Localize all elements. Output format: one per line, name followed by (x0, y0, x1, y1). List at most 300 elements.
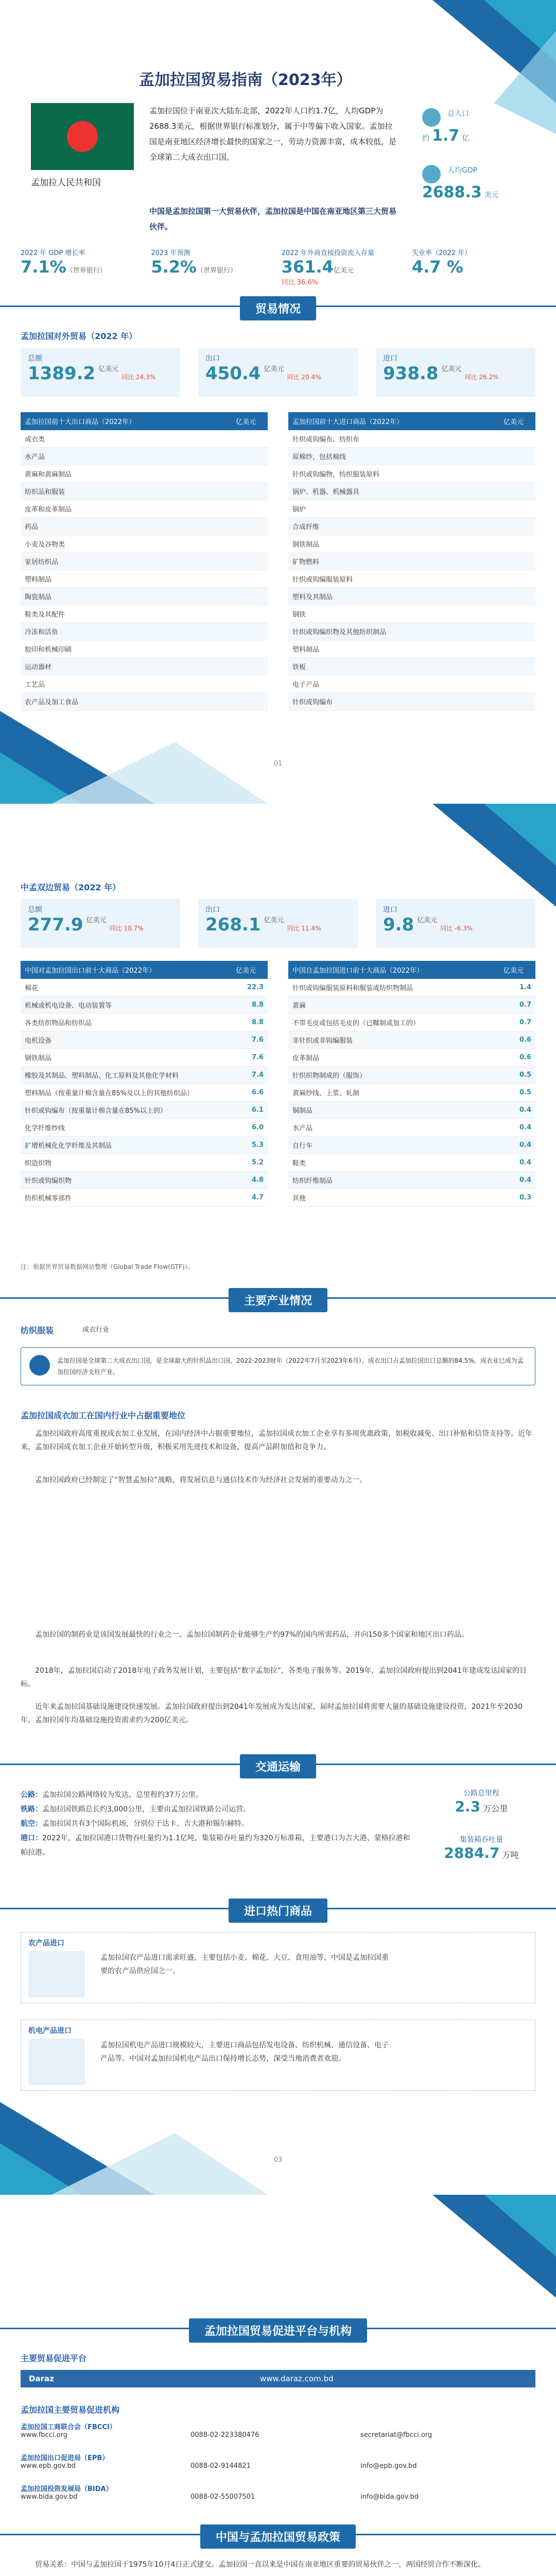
card-value: 9.8 (383, 914, 414, 935)
section-title-trade: 贸易情况 (240, 296, 316, 320)
card-label: 进口 (383, 354, 397, 363)
cell-item: 皮革制品 (288, 1049, 499, 1066)
org-url[interactable]: www.fbcci.org (21, 2431, 68, 2439)
kpi-unit: （世界银行） (197, 267, 237, 275)
cell-item: 锅炉 (288, 500, 499, 518)
policy-paragraph-1: 贸易关系：中国与孟加拉国于1975年10月4日正式建交。孟加拉国一直以来是中国在南亚地区重要的贸易伙伴之一，两国经贸合作不断深化。 (35, 2561, 485, 2569)
table-row (21, 535, 268, 553)
cell-item: 其他 (288, 1189, 499, 1207)
kpi-forecast (151, 247, 274, 286)
cell-item: 电子产品 (288, 675, 499, 693)
table-row (21, 996, 268, 1014)
money-icon (422, 165, 441, 183)
cell-value: 6.6 (232, 1084, 268, 1101)
table-row (21, 1189, 268, 1207)
table-row (21, 1084, 268, 1101)
cell-value (499, 658, 535, 675)
cell-item: 水产品 (288, 1119, 499, 1137)
cell-item: 针织或钩编布 (288, 693, 499, 710)
gdp-per-capita-stat (422, 165, 535, 201)
subtitle-textile: 纺织服装 (21, 1326, 54, 1335)
transport-label: 铁路： (21, 1805, 42, 1814)
cell-item: 水产品 (21, 448, 232, 465)
cell-value (499, 623, 535, 640)
table-row (288, 1049, 535, 1066)
cell-value (232, 640, 268, 658)
table-row (288, 483, 535, 500)
population-label: 总人口 (447, 110, 470, 118)
cell-item: 合成纤维 (288, 518, 499, 535)
cell-item: 棉花 (21, 979, 232, 996)
card-value: 450.4 (205, 363, 261, 384)
cell-item: 黄麻和黄麻制品 (21, 465, 232, 483)
table-row (288, 518, 535, 535)
cell-value: 0.4 (499, 1154, 535, 1172)
cell-value (232, 553, 268, 570)
org-fbcci (21, 2421, 535, 2439)
cell-item: 塑料制品 (21, 570, 232, 588)
cell-item: 小麦及谷物类 (21, 535, 232, 553)
transport-label: 航空： (21, 1820, 42, 1828)
transport-port (21, 1831, 412, 1860)
page-title: 孟加拉国贸易指南（2023年） (139, 71, 352, 89)
transport-air (21, 1817, 412, 1831)
product-head: 农产品进口 (28, 1939, 64, 1947)
card-label: 进口 (383, 906, 397, 914)
org-phone: 0088-02-223380476 (190, 2431, 259, 2439)
card-label: 出口 (205, 354, 220, 363)
cell-value: 0.6 (499, 1049, 535, 1066)
cell-item: 钢铁 (288, 605, 499, 623)
page-4 (0, 2195, 556, 2576)
table-row (21, 658, 268, 675)
cell-value (499, 605, 535, 623)
cell-item: 电机设备 (21, 1031, 232, 1049)
population-unit: 约 (422, 134, 429, 143)
table-header-unit: 亿美元 (499, 961, 535, 979)
stat-value: 2884.7 (444, 1844, 500, 1861)
cell-item: 针织或钩编服装原料和服装或纺织物制品 (288, 979, 499, 996)
cell-value: 8.8 (232, 996, 268, 1014)
container-stat (427, 1834, 535, 1861)
stat-label: 公路总里程 (463, 1789, 499, 1798)
transport-label: 港口： (21, 1834, 42, 1842)
table-row (21, 979, 268, 996)
table-header: 中国对孟加拉国出口前十大商品（2022年） (21, 961, 232, 979)
transport-list (21, 1788, 412, 1860)
page-number: 03 (273, 2156, 283, 2164)
cell-value (232, 658, 268, 675)
cell-item: 家居纺织品 (21, 553, 232, 570)
stat-unit: 万吨 (502, 1850, 519, 1860)
table-row (288, 1014, 535, 1031)
table-row (288, 553, 535, 570)
cell-item: 农产品及加工食品 (21, 693, 232, 710)
cell-item: 各类纺织物品和纺织品 (21, 1014, 232, 1031)
table-row (21, 1172, 268, 1189)
cell-value: 5.3 (232, 1137, 268, 1154)
table-row (288, 675, 535, 693)
card-change: 同比 10.7% (109, 925, 144, 932)
cell-value: 0.5 (499, 1084, 535, 1101)
cell-item: 针织或钩编服装原料 (288, 570, 499, 588)
table-row (21, 1154, 268, 1172)
cell-value: 0.7 (499, 1014, 535, 1031)
cell-value: 1.4 (499, 979, 535, 996)
table-row (288, 1101, 535, 1119)
kpi-unit: （世界银行） (66, 267, 107, 275)
table-row (288, 1137, 535, 1154)
cell-item: 塑料制品（按重量计棉含量在85%及以上的其他纺织品） (21, 1084, 232, 1101)
cell-item: 自行车 (288, 1137, 499, 1154)
cell-value (499, 553, 535, 570)
cell-value (499, 693, 535, 710)
transport-road (21, 1788, 412, 1802)
cell-value (232, 570, 268, 588)
cell-item: 机械或机电设备、电动装置等 (21, 996, 232, 1014)
stat-unit: 万公里 (483, 1804, 508, 1814)
table-row (21, 1101, 268, 1119)
cell-item: 化学纤维纱线 (21, 1119, 232, 1137)
cell-value: 7.4 (232, 1066, 268, 1084)
cell-value (499, 483, 535, 500)
card-label: 总额 (28, 906, 42, 914)
wheat-icon (28, 1951, 85, 1997)
cell-value (232, 483, 268, 500)
table-row (21, 465, 268, 483)
cell-value (232, 605, 268, 623)
kpi-change: 同比 36.6% (281, 279, 319, 286)
card-unit: 亿美元 (86, 917, 107, 924)
cell-value: 0.4 (499, 1119, 535, 1137)
cell-value: 4.7 (232, 1189, 268, 1207)
org-name: 孟加拉国投资发展局（BIDA） (21, 2485, 113, 2493)
cell-item: 运动器材 (21, 658, 232, 675)
cell-item: 原棉纱，包括棉线 (288, 448, 499, 465)
garment-tagline: 孟加拉国成衣加工在国内行业中占据重要地位 (21, 1411, 186, 1420)
card-value: 1389.2 (28, 363, 96, 384)
table-row (21, 1137, 268, 1154)
kpi-value: 5.2% (151, 257, 197, 277)
table-row (288, 1189, 535, 1207)
cell-value (232, 430, 268, 448)
page-3 (0, 1613, 556, 2195)
kpi-unit: 亿美元 (333, 267, 354, 275)
table-row (21, 1049, 268, 1066)
cell-item: 鞋类及其配件 (21, 605, 232, 623)
table-header: 孟加拉国前十大出口商品（2022年） (21, 412, 232, 430)
cell-value (232, 535, 268, 553)
card-change: 同比 11.4% (287, 925, 321, 932)
subtitle-bilateral: 中孟双边贸易（2022 年） (21, 883, 121, 892)
table-row (21, 1031, 268, 1049)
card-unit: 亿美元 (417, 917, 438, 924)
card-unit: 亿美元 (98, 365, 119, 373)
road-stat (427, 1788, 535, 1815)
cell-value (499, 518, 535, 535)
table-row (21, 553, 268, 570)
card-unit: 亿美元 (264, 365, 284, 373)
gdp-pc-value: 2688.3 (422, 183, 482, 201)
cell-item: 橡胶及其制品、塑料制品、化工原料及其他化学材料 (21, 1066, 232, 1084)
table-row (288, 1119, 535, 1137)
card-import (376, 348, 535, 397)
table-row (288, 1066, 535, 1084)
cell-item: 纺织品和服装 (21, 483, 232, 500)
table-row (21, 588, 268, 605)
transport-text: 孟加拉国铁路总长约3,000公里，主要由孟加拉国铁路公司运营。 (42, 1805, 251, 1814)
card-unit: 亿美元 (264, 917, 284, 924)
info-icon (29, 1355, 50, 1376)
population-stat (422, 108, 535, 145)
cell-value (232, 465, 268, 483)
people-icon (422, 108, 441, 127)
card-label: 出口 (205, 906, 220, 914)
cell-item: 针织或钩编布（按重量计棉含量在85%以上的） (21, 1101, 232, 1119)
cell-item: 铁板 (288, 658, 499, 675)
cell-value (232, 500, 268, 518)
table-row (288, 535, 535, 553)
cell-value: 4.8 (232, 1172, 268, 1189)
cell-item: 陶瓷制品 (21, 588, 232, 605)
table-row (21, 623, 268, 640)
cell-value: 8.8 (232, 1014, 268, 1031)
cell-item: 成衣类 (21, 430, 232, 448)
org-bida (21, 2483, 535, 2501)
subtitle-orgs: 孟加拉国主要贸易促进机构 (21, 2405, 120, 2415)
card-total (21, 899, 180, 948)
import-table (288, 412, 535, 710)
table-row (288, 588, 535, 605)
kpi-fdi (282, 247, 405, 286)
table-row (288, 996, 535, 1014)
china-export-table (21, 961, 268, 1207)
corner-decoration (0, 680, 268, 804)
table-note: 注：根据世界贸易数据网站整理（Global Trade Flow(GTF)）。 (21, 1263, 194, 1270)
population-suffix: 亿 (462, 134, 470, 143)
industry-paragraph-2: 孟加拉国政府已经制定了“智慧孟加拉”战略，将发展信息与通信技术作为经济社会发展的重要动力之一。 (35, 1476, 367, 1484)
cell-item: 钢铁制品 (288, 535, 499, 553)
section-title-transport: 交通运输 (240, 1754, 316, 1778)
stat-label: 集装箱吞吐量 (460, 1836, 503, 1844)
org-epb (21, 2452, 535, 2470)
cell-item: 黄麻纱线、上浆、轧制 (288, 1084, 499, 1101)
table-row (288, 1031, 535, 1049)
table-row (288, 1172, 535, 1189)
egov-paragraph: 2018年，孟加拉国启动了2018年电子政务发展计划，主要包括“数字孟加拉”，各类电子服务等。2019年，孟加拉国政府提出到2041年建成发达国家的目标。 (21, 1667, 527, 1688)
table-row (21, 605, 268, 623)
kpi-unemployment (412, 247, 535, 286)
cell-value (232, 623, 268, 640)
org-url[interactable]: www.bida.gov.bd (21, 2493, 78, 2501)
cell-item: 非针织或非钩编服装 (288, 1031, 499, 1049)
cell-value (499, 500, 535, 518)
table-header: 孟加拉国前十大进口商品（2022年） (288, 412, 499, 430)
cell-item: 针织或钩编布、纺织布 (288, 430, 499, 448)
card-import (376, 899, 535, 948)
daraz-logo: Daraz (29, 2374, 54, 2383)
trade-cards (21, 348, 535, 397)
table-row (21, 483, 268, 500)
kpi-value: 7.1% (21, 257, 66, 277)
table-row (288, 500, 535, 518)
cell-item: 胶印和机械印刷 (21, 640, 232, 658)
card-unit: 亿美元 (441, 365, 462, 373)
product-text: 孟加拉国机电产品进口规模较大，主要进口商品包括发电设备、纺织机械、通信设备、电子产品等。中国对孟加拉国机电产品出口保持增长态势，深受当地消费者欢迎。 (100, 2041, 389, 2063)
cell-value (499, 535, 535, 553)
table-row (288, 640, 535, 658)
transport-text: 孟加拉国共有3个国际机场，分别位于达卡、吉大港和锡尔赫特。 (42, 1820, 249, 1828)
card-change: 同比 24.3% (121, 374, 156, 381)
cell-value: 5.2 (232, 1154, 268, 1172)
gdp-pc-unit: 美元 (484, 191, 499, 199)
cell-item: 扩增机械化化学纤维及其制品 (21, 1137, 232, 1154)
cell-value: 22.3 (232, 979, 268, 996)
cell-item: 铜制品 (288, 1101, 499, 1119)
cell-item: 针织或钩编织物及其他纺织制品 (288, 623, 499, 640)
cell-value (232, 588, 268, 605)
org-name: 孟加拉国工商联合会（FBCCI） (21, 2424, 116, 2431)
card-export (198, 899, 358, 948)
kpi-label: 2022 年 GDP 增长率 (21, 249, 85, 257)
cell-item: 纺织纤维制品 (288, 1172, 499, 1189)
cell-value (499, 570, 535, 588)
cell-value (232, 518, 268, 535)
cell-item: 针织织物制成的（服饰） (288, 1066, 499, 1084)
infrastructure-paragraph: 近年来孟加拉国基础设施建设快速发展。孟加拉国政府提出到2041年发展成为发达国家，届时孟加拉国将需要大量的基础设施建设投资，2021年至2030年，孟加拉国年均基础设施投资需求约为200亿美元。 (21, 1703, 523, 1724)
kpi-row (21, 247, 535, 286)
product-text: 孟加拉国农产品进口需求旺盛，主要包括小麦、棉花、大豆、食用油等，中国是孟加拉国重要的农产品供应国之一。 (100, 1954, 389, 1975)
cell-item: 黄麻 (288, 996, 499, 1014)
card-change: 同比 20.4% (287, 374, 321, 381)
flag-caption: 孟加拉人民共和国 (31, 178, 101, 188)
product-head: 机电产品进口 (28, 2027, 72, 2035)
subtitle-foreign-trade: 孟加拉国对外贸易（2022 年） (21, 331, 137, 341)
transport-rail (21, 1802, 412, 1817)
kpi-label: 失业率（2022 年） (411, 249, 472, 257)
kpi-value: 4.7 % (411, 257, 463, 277)
table-row (288, 658, 535, 675)
cell-value: 0.4 (499, 1101, 535, 1119)
table-row (288, 570, 535, 588)
cell-item: 冷冻和活鱼 (21, 623, 232, 640)
page-2 (0, 804, 556, 1613)
cell-item: 皮革和皮革制品 (21, 500, 232, 518)
cell-item: 锅炉、机器、机械器具 (288, 483, 499, 500)
table-row (21, 448, 268, 465)
industry-note-text: 孟加拉国是全球第二大成衣出口国，是全球最大的针织品出口国，2022-2023财年（2022年7月至2023年6月），成衣出口占孟加拉国出口总额的84.5%，成衣业已成为孟加拉国经济支柱产业。 (57, 1357, 524, 1376)
population-value: 1.7 (432, 127, 460, 145)
transport-label: 公路： (21, 1791, 42, 1799)
bilateral-cards (21, 899, 535, 948)
org-phone: 0088-02-9144821 (190, 2462, 251, 2470)
cell-item: 塑料及其制品 (288, 588, 499, 605)
cell-value (499, 448, 535, 465)
table-header-unit: 亿美元 (232, 412, 268, 430)
section-title-policy: 中国与孟加拉国贸易政策 (200, 2524, 356, 2549)
cell-value: 0.5 (499, 1066, 535, 1084)
cell-value: 6.1 (232, 1101, 268, 1119)
org-url[interactable]: www.epb.gov.bd (21, 2462, 76, 2470)
table-header-unit: 亿美元 (499, 412, 535, 430)
cell-item: 矿物燃料 (288, 553, 499, 570)
cell-item: 工艺品 (21, 675, 232, 693)
kpi-value: 361.4 (281, 257, 334, 277)
card-label: 总额 (28, 354, 42, 363)
cell-value (499, 675, 535, 693)
export-table (21, 412, 268, 710)
cell-value: 0.3 (499, 1189, 535, 1207)
section-title-industry: 主要产业情况 (229, 1288, 327, 1312)
org-phone: 0088-02-55007501 (190, 2493, 255, 2501)
card-change: 同比 26.2% (464, 374, 499, 381)
table-row (21, 1119, 268, 1137)
cell-value (499, 430, 535, 448)
corner-decoration (340, 2195, 556, 2329)
cell-value: 0.4 (499, 1137, 535, 1154)
cell-item: 织造织物 (21, 1154, 232, 1172)
cell-item: 塑料制品 (288, 640, 499, 658)
cell-item: 钢铁制品 (21, 1049, 232, 1066)
kpi-label: 2023 年预测 (151, 249, 190, 257)
cell-value (499, 465, 535, 483)
table-row (288, 605, 535, 623)
gdp-pc-label: 人均GDP (447, 166, 478, 175)
org-email[interactable]: info@epb.gov.bd (360, 2462, 417, 2470)
table-row (21, 570, 268, 588)
table-row (288, 448, 535, 465)
table-row (288, 1084, 535, 1101)
table-row (21, 640, 268, 658)
table-row (21, 430, 268, 448)
subtitle-platforms: 主要贸易促进平台 (21, 2353, 87, 2363)
industry-paragraph-1: 孟加拉国政府高度重视成衣加工业发展，在国内经济中占据重要地位，孟加拉国成衣加工企业享有多项优惠政策，如税收减免、出口补贴和信贷支持等。近年来，孟加拉国成衣加工企业开始转型升级，积极采用先进技术和设备，提高产品附加值和竞争力。 (21, 1430, 532, 1451)
industry-note-box (21, 1347, 535, 1385)
cell-value (499, 640, 535, 658)
cell-value: 7.6 (232, 1049, 268, 1066)
table-row (21, 1014, 268, 1031)
product-box-agri (21, 1932, 535, 2003)
org-email[interactable]: secretariat@fbcci.org (360, 2431, 432, 2439)
cell-value: 0.7 (499, 996, 535, 1014)
card-export (198, 348, 358, 397)
card-value: 938.8 (383, 363, 439, 384)
table-row (288, 979, 535, 996)
industry-tag: 成衣行业 (82, 1326, 110, 1334)
cell-item: 针织或钩编物，纺织服装原料 (288, 465, 499, 483)
section-title-platforms: 孟加拉国贸易促进平台与机构 (189, 2318, 367, 2343)
table-row (288, 430, 535, 448)
daraz-url[interactable]: www.daraz.com.bd (259, 2374, 334, 2383)
pharma-paragraph: 孟加拉国的制药业是该国发展最快的行业之一。孟加拉国制药企业能够生产约97%的国内所需药品，并向150多个国家和地区出口药品。 (35, 1631, 468, 1639)
cell-value: 6.0 (232, 1119, 268, 1137)
card-value: 277.9 (28, 914, 83, 935)
org-email[interactable]: info@bida.gov.bd (360, 2493, 419, 2501)
corner-decoration (0, 2071, 268, 2195)
transport-text: 孟加拉国公路网络较为发达，总里程约37万公里。 (42, 1791, 203, 1799)
intro-bold-text: 中国是孟加拉国第一大贸易伙伴，孟加拉国是中国在南亚地区第三大贸易伙伴。 (149, 207, 397, 231)
card-change: 同比 -6.3% (440, 925, 473, 932)
org-name: 孟加拉国出口促进局（EPB） (21, 2454, 109, 2462)
cell-value: 7.6 (232, 1031, 268, 1049)
table-row (288, 1154, 535, 1172)
china-import-table (288, 961, 535, 1207)
transport-text: 2022年，孟加拉国港口货物吞吐量约为1.1亿吨，集装箱吞吐量约为320万标准箱，主要港口为吉大港、蒙格拉港和帕拉港。 (21, 1834, 410, 1857)
table-row (21, 518, 268, 535)
cell-item: 纺织机械零部件 (21, 1189, 232, 1207)
daraz-row (21, 2370, 535, 2387)
table-row (21, 500, 268, 518)
